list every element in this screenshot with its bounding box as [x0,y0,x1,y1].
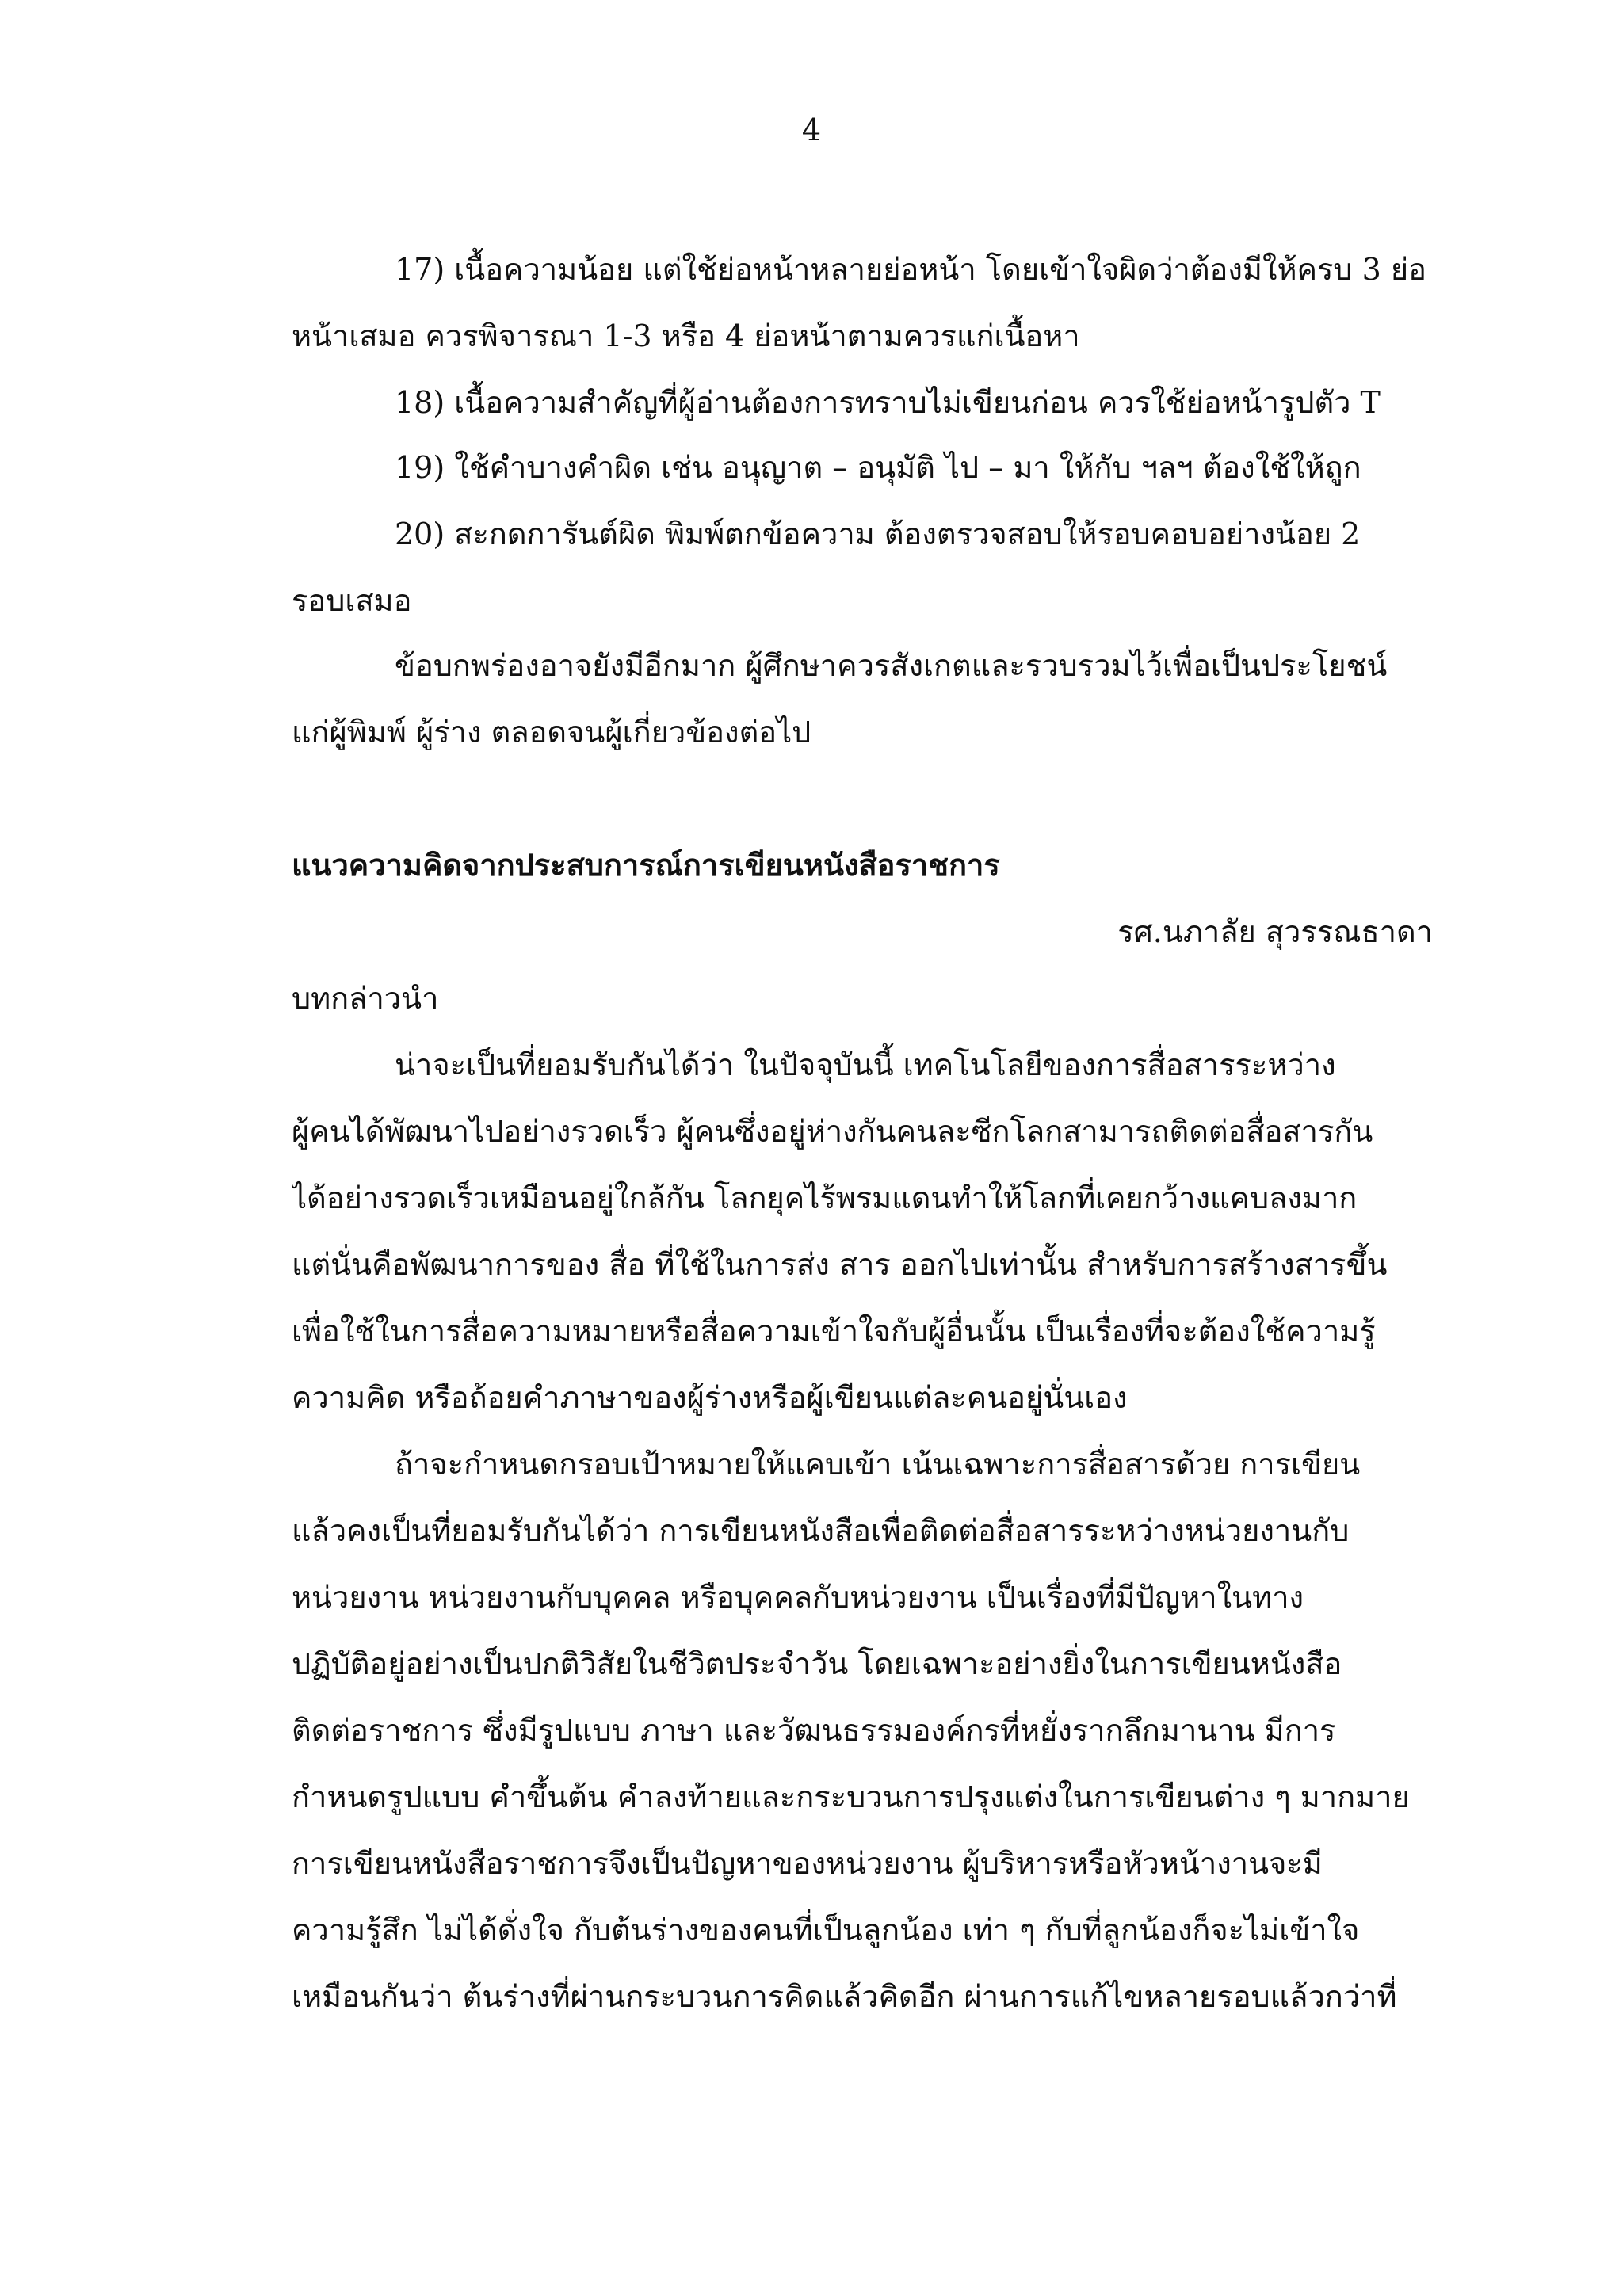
paragraph-1-line-1: น่าจะเป็นที่ยอมรับกันได้ว่า ในปัจจุบันนี้ เทคโนโลยีของการสื่อสารระหว่าง [395,1047,1336,1082]
list-item-20-line-1: 20) สะกดการันต์ผิด พิมพ์ตกข้อความ ต้องตรวจสอบให้รอบคอบอย่างน้อย 2 [395,517,1361,551]
section-author: รศ.นภาลัย สุวรรณธาดา [1117,914,1433,949]
paragraph-1-line-4: แต่นั่นคือพัฒนาการของ สื่อ ที่ใช้ในการส่ง สาร ออกไปเท่านั้น สำหรับการสร้างสารขึ้น [292,1247,1388,1282]
page-number: 4 [801,113,822,147]
paragraph-2-line-2: แล้วคงเป็นที่ยอมรับกันได้ว่า การเขียนหนังสือเพื่อติดต่อสื่อสารระหว่างหน่วยงานกับ [292,1513,1350,1548]
closing-paragraph-line-1: ข้อบกพร่องอาจยังมีอีกมาก ผู้ศึกษาควรสังเกตและรวบรวมไว้เพื่อเป็นประโยชน์ [395,648,1388,683]
list-item-19: 19) ใช้คำบางคำผิด เช่น อนุญาต – อนุมัติ ไป – มา ให้กับ ฯลฯ ต้องใช้ให้ถูก [395,450,1361,485]
paragraph-1-line-2: ผู้คนได้พัฒนาไปอย่างรวดเร็ว ผู้คนซึ่งอยู่ห่างกันคนละซีกโลกสามารถติดต่อสื่อสารกัน [292,1114,1373,1149]
paragraph-2-line-6: กำหนดรูปแบบ คำขึ้นต้น คำลงท้ายและกระบวนการปรุงแต่งในการเขียนต่าง ๆ มากมาย [292,1779,1410,1814]
paragraph-1-line-3: ได้อย่างรวดเร็วเหมือนอยู่ใกล้กัน โลกยุคไร้พรมแดนทำให้โลกที่เคยกว้างแคบลงมาก [292,1180,1358,1215]
list-item-17-line-1: 17) เนื้อความน้อย แต่ใช้ย่อหน้าหลายย่อหน้า โดยเข้าใจผิดว่าต้องมีให้ครบ 3 ย่อ [395,252,1426,287]
paragraph-2-line-8: ความรู้สึก ไม่ได้ดั่งใจ กับต้นร่างของคนที่เป็นลูกน้อง เท่า ๆ กับที่ลูกน้องก็จะไม่เข้าใจ [292,1913,1360,1947]
list-item-20-line-2: รอบเสมอ [292,583,412,618]
paragraph-2-line-3: หน่วยงาน หน่วยงานกับบุคคล หรือบุคคลกับหน่วยงาน เป็นเรื่องที่มีปัญหาในทาง [292,1580,1304,1615]
paragraph-2-line-4: ปฏิบัติอยู่อย่างเป็นปกติวิสัยในชีวิตประจำวัน โดยเฉพาะอย่างยิ่งในการเขียนหนังสือ [292,1646,1342,1681]
paragraph-2-line-1: ถ้าจะกำหนดกรอบเป้าหมายให้แคบเข้า เน้นเฉพาะการสื่อสารด้วย การเขียน [395,1447,1361,1482]
list-item-17-line-2: หน้าเสมอ ควรพิจารณา 1-3 หรือ 4 ย่อหน้าตามควรแก่เนื้อหา [292,318,1080,353]
paragraph-2-line-5: ติดต่อราชการ ซึ่งมีรูปแบบ ภาษา และวัฒนธรรมองค์กรที่หยั่งรากลึกมานาน มีการ [292,1713,1336,1748]
closing-paragraph-line-2: แก่ผู้พิมพ์ ผู้ร่าง ตลอดจนผู้เกี่ยวข้องต่อไป [292,715,812,749]
paragraph-2-line-9: เหมือนกันว่า ต้นร่างที่ผ่านกระบวนการคิดแล้วคิดอีก ผ่านการแก้ไขหลายรอบแล้วกว่าที่ [292,1979,1397,2014]
paragraph-2-line-7: การเขียนหนังสือราชการจึงเป็นปัญหาของหน่วยงาน ผู้บริหารหรือหัวหน้างานจะมี [292,1846,1323,1881]
section-title: แนวความคิดจากประสบการณ์การเขียนหนังสือราชการ [292,847,1000,883]
list-item-18: 18) เนื้อความสำคัญที่ผู้อ่านต้องการทราบไม่เขียนก่อน ควรใช้ย่อหน้ารูปตัว T [395,385,1381,420]
paragraph-1-line-6: ความคิด หรือถ้อยคำภาษาของผู้ร่างหรือผู้เขียนแต่ละคนอยู่นั่นเอง [292,1380,1128,1415]
paragraph-1-line-5: เพื่อใช้ในการสื่อความหมายหรือสื่อความเข้าใจกับผู้อื่นนั้น เป็นเรื่องที่จะต้องใช้ความรู้ [292,1314,1376,1348]
intro-label: บทกล่าวนำ [292,981,439,1016]
